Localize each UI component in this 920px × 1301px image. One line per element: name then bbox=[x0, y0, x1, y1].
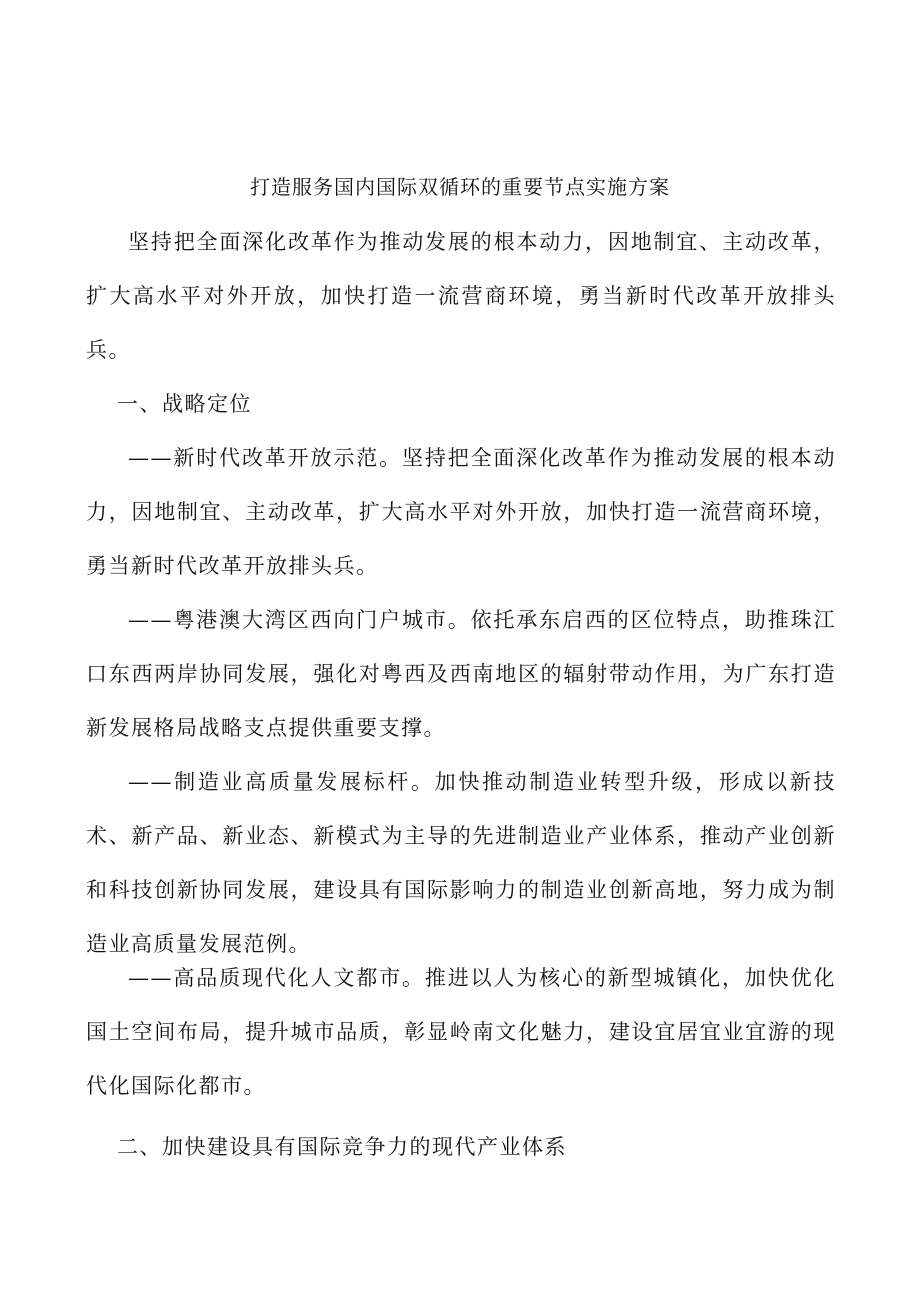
positioning-item-gateway-city: ——粤港澳大湾区西向门户城市。依托承东启西的区位特点，助推珠江口东西两岸协同发展，强化对粤西及西南地区的辐射带动作用，为广东打造新发展格局战略支点提供重要支撑。 bbox=[86, 608, 836, 740]
document-title: 打造服务国内国际双循环的重要节点实施方案 bbox=[250, 175, 670, 199]
positioning-item-manufacturing-benchmark: ——制造业高质量发展标杆。加快推动制造业转型升级，形成以新技术、新产品、新业态、新模式为主导的先进制造业产业体系，推动产业创新和科技创新协同发展，建设具有国际影响力的制造业创新高地，努力成为制造业高质量发展范例。 bbox=[86, 770, 836, 956]
intro-paragraph: 坚持把全面深化改革作为推动发展的根本动力，因地制宜、主动改革，扩大高水平对外开放，加快打造一流营商环境，勇当新时代改革开放排头兵。 bbox=[86, 230, 836, 362]
section-heading-modern-industry-system: 二、加快建设具有国际竞争力的现代产业体系 bbox=[117, 1135, 567, 1159]
section-heading-strategic-positioning: 一、战略定位 bbox=[117, 392, 252, 416]
positioning-item-humanistic-metropolis: ——高品质现代化人文都市。推进以人为核心的新型城镇化，加快优化国土空间布局，提升城市品质，彰显岭南文化魅力，建设宜居宜业宜游的现代化国际化都市。 bbox=[86, 966, 836, 1098]
positioning-item-reform-demonstration: ——新时代改革开放示范。坚持把全面深化改革作为推动发展的根本动力，因地制宜、主动改革，扩大高水平对外开放，加快打造一流营商环境，勇当新时代改革开放排头兵。 bbox=[86, 446, 836, 578]
